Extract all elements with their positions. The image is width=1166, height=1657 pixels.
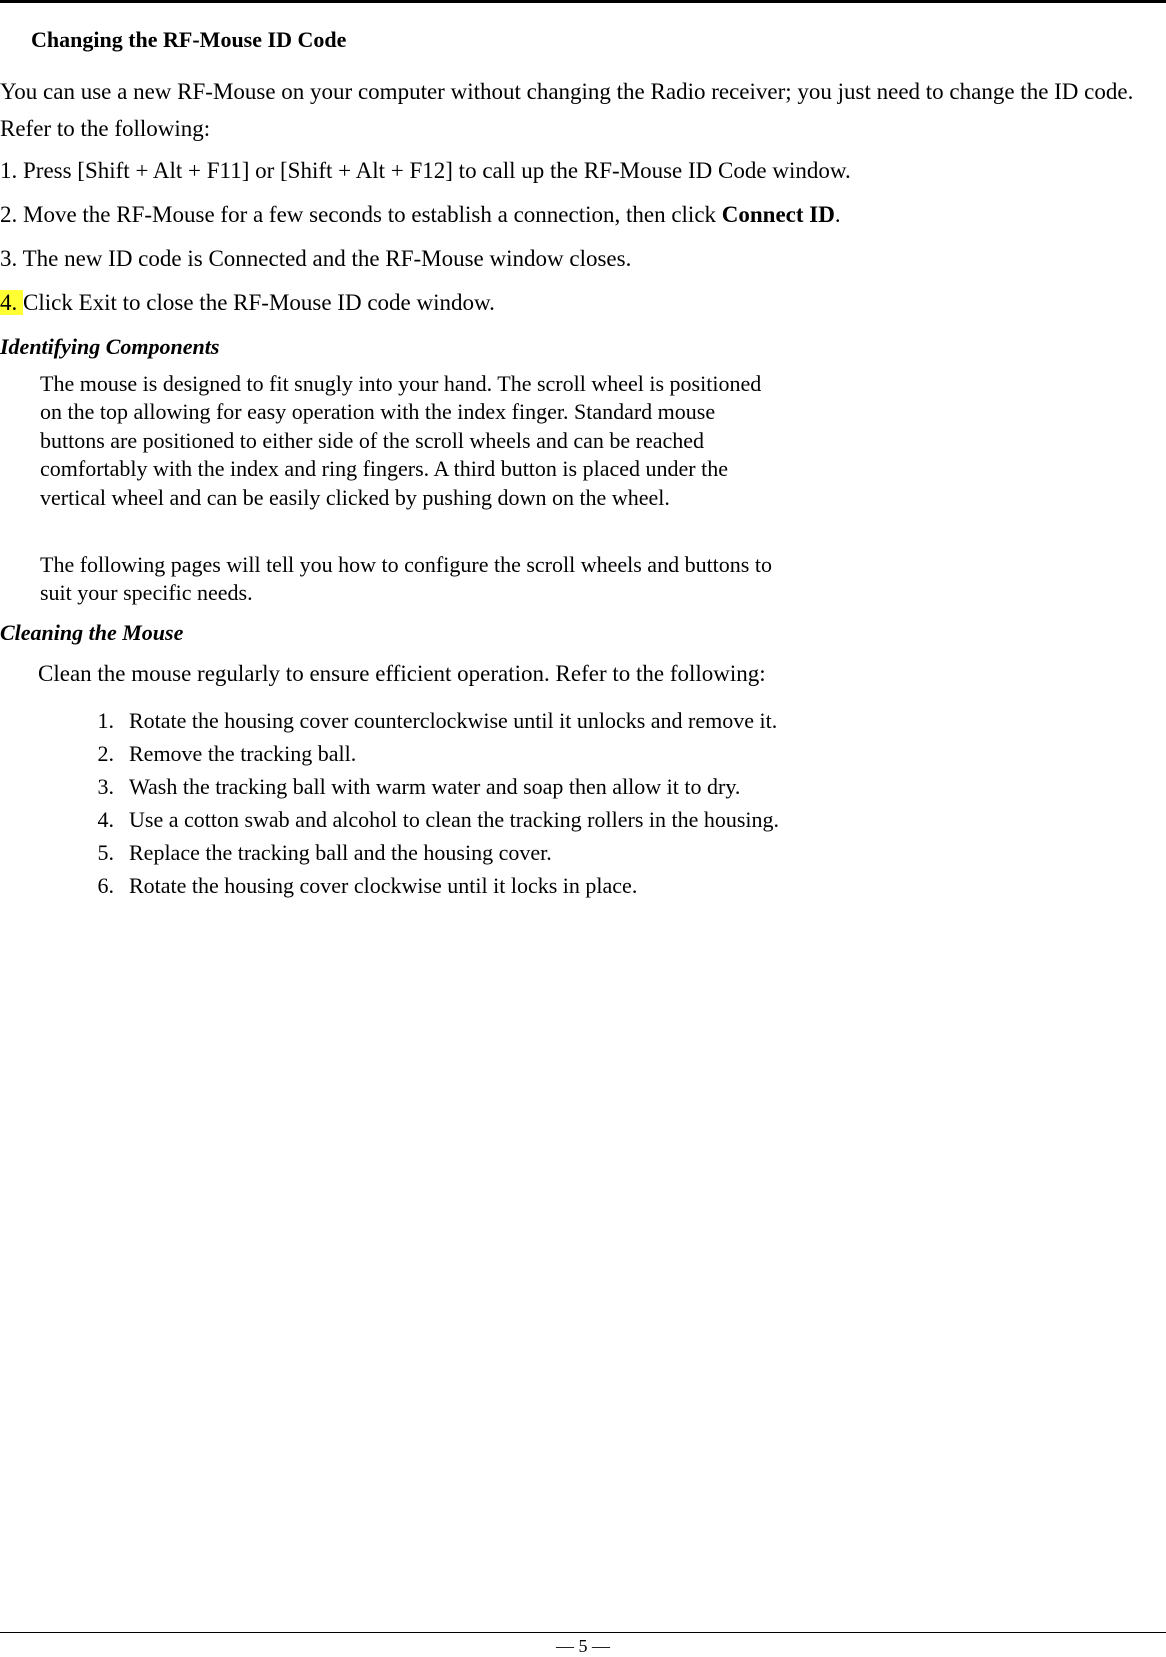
list-text: Wash the tracking ball with warm water and soap then allow it to dry. — [129, 774, 741, 799]
step-number: 3. — [0, 246, 18, 271]
list-number: 1. — [97, 708, 114, 733]
list-text: Use a cotton swab and alcohol to clean the tracking rollers in the housing. — [129, 807, 780, 832]
list-number: 6. — [97, 873, 114, 898]
list-item — [70, 806, 790, 834]
step-1 — [0, 152, 851, 189]
cleaning-heading: Cleaning the Mouse — [0, 620, 184, 645]
footer-rule — [0, 1632, 1166, 1633]
list-text: Rotate the housing cover clockwise until it locks in place. — [129, 873, 638, 898]
cleaning-steps-list — [70, 707, 790, 905]
list-item — [70, 740, 790, 768]
list-item — [70, 839, 790, 867]
page-number: — 5 — — [556, 1636, 610, 1656]
step-3 — [0, 240, 631, 277]
identifying-paragraph-2: The following pages will tell you how to configure the scroll wheels and buttons to suit your specific needs. — [40, 552, 772, 606]
connect-id-label: Connect ID — [721, 202, 835, 227]
cleaning-intro: Clean the mouse regularly to ensure efficient operation. Refer to the following: — [38, 661, 766, 686]
list-number: 3. — [97, 774, 114, 799]
list-item — [70, 773, 790, 801]
identifying-paragraph-1: The mouse is designed to fit snugly into your hand. The scroll wheel is positioned on the top allowing for easy operation with the index finger. Standard mouse buttons are positioned to either side of the scroll wheels and can be reached comfortably with the index and ring fingers. A third button is placed under the vertical wheel and can be easily clicked by pushing down on the wheel. — [40, 371, 762, 510]
step-4 — [0, 284, 495, 321]
list-text: Remove the tracking ball. — [129, 741, 357, 766]
step-text: Press [Shift + Alt + F11] or [Shift + Alt + F12] to call up the RF-Mouse ID Code window. — [17, 158, 851, 183]
highlighted-step-number: 4. — [0, 290, 23, 315]
step-text: Move the RF-Mouse for a few seconds to establish a connection, then click — [17, 202, 722, 227]
list-item — [70, 707, 790, 735]
identifying-heading: Identifying Components — [0, 334, 220, 359]
list-number: 4. — [97, 807, 114, 832]
list-item — [70, 872, 790, 900]
step-2 — [0, 196, 841, 233]
step-text: Click Exit to close the RF-Mouse ID code window. — [23, 290, 495, 315]
intro-paragraph: You can use a new RF-Mouse on your computer without changing the Radio receiver; you just need to change the ID code. Refer to the following: — [0, 79, 1134, 141]
step-number: 1. — [0, 158, 18, 183]
step-text-end: . — [834, 202, 841, 227]
section-heading: Changing the RF-Mouse ID Code — [31, 27, 347, 52]
top-rule — [0, 0, 1166, 3]
step-text: The new ID code is Connected and the RF-Mouse window closes. — [17, 246, 632, 271]
list-text: Replace the tracking ball and the housing cover. — [129, 840, 552, 865]
list-number: 5. — [97, 840, 114, 865]
list-number: 2. — [97, 741, 114, 766]
step-number: 2. — [0, 202, 18, 227]
list-text: Rotate the housing cover counterclockwise until it unlocks and remove it. — [129, 708, 778, 733]
